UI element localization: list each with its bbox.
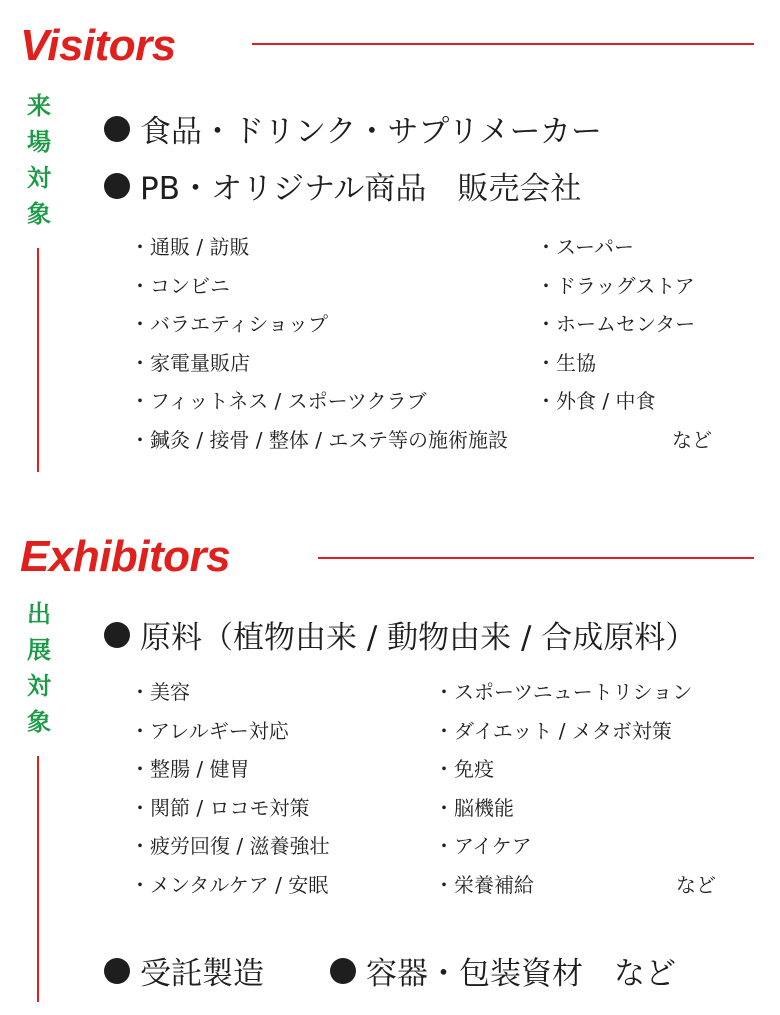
exhibitors-list-item: ・ スポーツニュートリション [434,680,692,704]
visitors-list-item: ・ コンビニ [130,274,230,298]
visitors-label-char: 来 [27,92,51,120]
visitors-list-item: ・ フィットネス / スポーツクラブ [130,389,427,413]
visitors-vertical-label [22,88,56,232]
exhibitors-bottom-bullet [330,948,676,993]
exhibitors-etc: など [676,873,716,897]
visitors-list-item: ・ 鍼灸 / 接骨 / 整体 / エステ等の施術施設 [130,428,508,452]
visitors-label-char: 象 [27,200,51,228]
bullet-dot-icon [104,622,130,648]
exhibitors-list-item: ・ 関節 / ロコモ対策 [130,796,309,820]
visitors-etc: など [672,428,712,452]
exhibitors-list-item: ・ 免疫 [434,757,494,781]
bullet-dot-icon [104,173,130,199]
visitors-list-item: ・ 外食 / 中食 [536,389,655,413]
visitors-label-char: 場 [27,128,51,156]
visitors-list-item: ・ スーパー [536,235,634,259]
exhibitors-label-char: 出 [27,600,51,628]
exhibitors-heading-rule [318,557,754,559]
exhibitors-list-item: ・ アレルギー対応 [130,719,289,743]
exhibitors-list-item: ・ アイケア [434,834,532,858]
visitors-heading: Visitors [20,21,176,70]
exhibitors-heading: Exhibitors [20,532,231,581]
visitors-list-item: ・ 家電量販店 [130,351,250,375]
bullet-dot-icon [104,958,130,984]
visitors-heading-rule [252,43,754,45]
visitors-list-item: ・ バラエティショップ [130,312,328,336]
exhibitors-list-item: ・ メンタルケア / 安眠 [130,873,328,897]
exhibitors-bottom-text: 容器・包装資材 など [366,956,676,992]
exhibitors-bullet-text: 原料（植物由来 / 動物由来 / 合成原料） [140,620,697,656]
exhibitors-bottom-bullet [104,948,264,993]
exhibitors-list-item: ・ 美容 [130,680,190,704]
exhibitors-vertical-label [22,596,56,740]
exhibitors-list-item: ・ ダイエット / メタボ対策 [434,719,672,743]
visitors-list-item: ・ ドラッグストア [536,274,695,298]
exhibitors-label-char: 象 [27,708,51,736]
exhibitors-list-item: ・ 整腸 / 健胃 [130,757,249,781]
visitors-bullet-text: PB・オリジナル商品 販売会社 [140,171,582,207]
exhibitors-list-item: ・ 栄養補給 [434,873,534,897]
exhibitors-list-item: ・ 脳機能 [434,796,514,820]
visitors-list-item: ・ 生協 [536,351,596,375]
visitors-bullet-item [104,163,581,208]
visitors-list-item: ・ 通販 / 訪販 [130,235,249,259]
visitors-label-char: 対 [27,164,51,192]
visitors-bullet-item [104,106,602,151]
exhibitors-bullet-item [104,612,696,657]
exhibitors-label-char: 展 [27,636,51,664]
exhibitors-list-item: ・ 疲労回復 / 滋養強壮 [130,834,329,858]
exhibitors-vertical-rule [37,756,39,1002]
bullet-dot-icon [104,116,130,142]
visitors-vertical-rule [37,248,39,472]
exhibitors-label-char: 対 [27,672,51,700]
visitors-bullet-text: 食品・ドリンク・サプリメーカー [140,114,602,150]
bullet-dot-icon [330,958,356,984]
exhibitors-bottom-text: 受託製造 [140,956,264,992]
visitors-list-item: ・ ホームセンター [536,312,695,336]
